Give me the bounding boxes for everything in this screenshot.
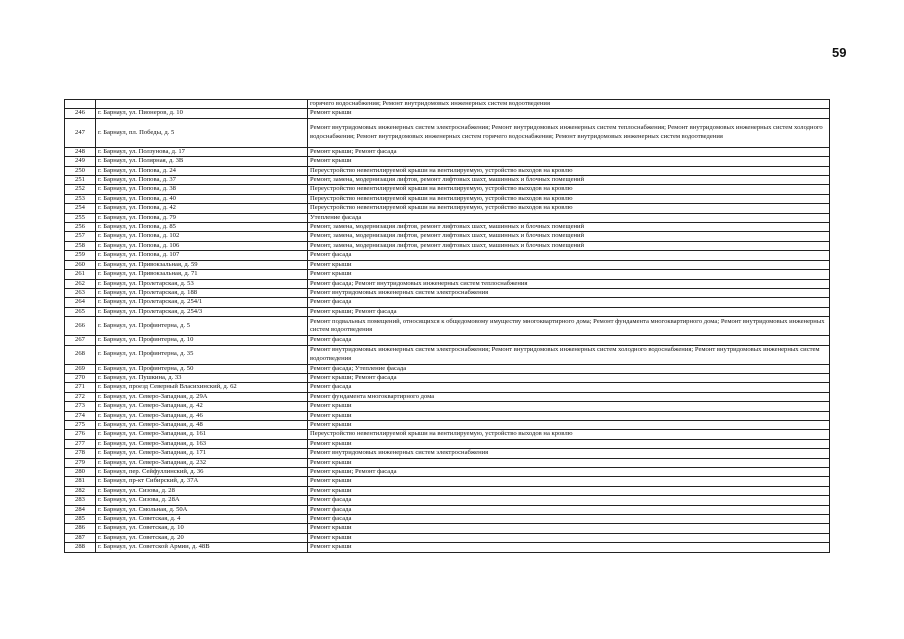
table-row	[65, 279, 830, 288]
row-number-cell: 263	[65, 288, 96, 297]
address-cell: г. Барнаул, ул. Советская, д. 4	[96, 515, 308, 524]
address-cell: г. Барнаул, ул. Северо-Западная, д. 163	[96, 439, 308, 448]
row-number-cell: 247	[65, 118, 96, 147]
row-number-cell: 279	[65, 458, 96, 467]
row-number-cell: 252	[65, 185, 96, 194]
table-row	[65, 307, 830, 316]
address-cell: г. Барнаул, ул. Попова, д. 38	[96, 185, 308, 194]
row-number-cell: 249	[65, 157, 96, 166]
work-type-cell: Ремонт фасада	[308, 515, 830, 524]
address-cell: г. Барнаул, пер. Сейфуллинский, д. 36	[96, 468, 308, 477]
work-type-cell: Ремонт фасада	[308, 496, 830, 505]
work-type-cell: Ремонт крыши; Ремонт фасада	[308, 373, 830, 382]
address-cell: г. Барнаул, ул. Попова, д. 85	[96, 223, 308, 232]
table-row	[65, 223, 830, 232]
row-number-cell: 269	[65, 364, 96, 373]
work-type-cell: Ремонт крыши	[308, 420, 830, 429]
work-type-cell: Ремонт крыши	[308, 477, 830, 486]
row-number-cell: 254	[65, 204, 96, 213]
address-cell: г. Барнаул, ул. Попова, д. 37	[96, 176, 308, 185]
work-type-cell: Ремонт фасада; Утепление фасада	[308, 364, 830, 373]
row-number-cell: 268	[65, 345, 96, 364]
row-number-cell: 285	[65, 515, 96, 524]
address-cell: г. Барнаул, ул. Советской Армии, д. 48В	[96, 543, 308, 552]
address-cell: г. Барнаул, ул. Северо-Западная, д. 42	[96, 402, 308, 411]
table-row	[65, 260, 830, 269]
table-row	[65, 383, 830, 392]
row-number-cell: 280	[65, 468, 96, 477]
table-row	[65, 345, 830, 364]
work-type-cell: Ремонт крыши	[308, 533, 830, 542]
work-type-cell: Утепление фасада	[308, 213, 830, 222]
table-row	[65, 118, 830, 147]
work-type-cell: Ремонт, замена, модернизация лифтов, ремонт лифтовых шахт, машинных и блочных помещений	[308, 176, 830, 185]
address-cell: г. Барнаул, ул. Пролетарская, д. 254/1	[96, 298, 308, 307]
table-row	[65, 336, 830, 345]
table-row	[65, 468, 830, 477]
address-cell: г. Барнаул, ул. Смольная, д. 50А	[96, 505, 308, 514]
address-cell: г. Барнаул, ул. Пушкина, д. 33	[96, 373, 308, 382]
work-type-cell: Ремонт крыши	[308, 524, 830, 533]
address-cell: г. Барнаул, ул. Попова, д. 79	[96, 213, 308, 222]
work-type-cell: Ремонт внутридомовых инженерных систем электроснабжения	[308, 449, 830, 458]
table-row	[65, 364, 830, 373]
table-row	[65, 241, 830, 250]
table-row	[65, 496, 830, 505]
row-number-cell: 261	[65, 270, 96, 279]
table-row	[65, 204, 830, 213]
address-cell: г. Барнаул, ул. Советская, д. 20	[96, 533, 308, 542]
row-number-cell: 270	[65, 373, 96, 382]
table-row	[65, 166, 830, 175]
address-cell: г. Барнаул, ул. Привокзальная, д. 71	[96, 270, 308, 279]
row-number-cell: 274	[65, 411, 96, 420]
work-type-cell: Ремонт фасада	[308, 336, 830, 345]
table-row	[65, 109, 830, 118]
work-type-cell: Ремонт, замена, модернизация лифтов, ремонт лифтовых шахт, машинных и блочных помещений	[308, 223, 830, 232]
work-type-cell: Ремонт крыши	[308, 543, 830, 552]
table-row	[65, 176, 830, 185]
row-number-cell: 287	[65, 533, 96, 542]
work-type-cell: Ремонт внутридомовых инженерных систем электроснабжения	[308, 288, 830, 297]
address-cell: г. Барнаул, ул. Северо-Западная, д. 46	[96, 411, 308, 420]
table-row	[65, 411, 830, 420]
work-type-cell: горячего водоснабжения; Ремонт внутридомовых инженерных систем водоотведения	[308, 100, 830, 109]
table-row	[65, 147, 830, 156]
address-cell: г. Барнаул, ул. Профинтерна, д. 10	[96, 336, 308, 345]
work-type-cell: Переустройство невентилируемой крыши на вентилируемую, устройство выходов на кровлю	[308, 430, 830, 439]
address-cell: г. Барнаул, пр-кт Сибирский, д. 37А	[96, 477, 308, 486]
row-number-cell: 284	[65, 505, 96, 514]
repair-table-body	[65, 100, 830, 553]
work-type-cell: Ремонт крыши	[308, 486, 830, 495]
address-cell: г. Барнаул, ул. Попова, д. 24	[96, 166, 308, 175]
repair-table	[64, 99, 830, 553]
table-row	[65, 505, 830, 514]
row-number-cell: 250	[65, 166, 96, 175]
row-number-cell: 281	[65, 477, 96, 486]
address-cell: г. Барнаул, ул. Северо-Западная, д. 232	[96, 458, 308, 467]
address-cell: г. Барнаул, ул. Попова, д. 106	[96, 241, 308, 250]
row-number-cell: 282	[65, 486, 96, 495]
row-number-cell: 272	[65, 392, 96, 401]
address-cell: г. Барнаул, пл. Победы, д. 5	[96, 118, 308, 147]
address-cell: г. Барнаул, ул. Пролетарская, д. 254/3	[96, 307, 308, 316]
row-number-cell: 276	[65, 430, 96, 439]
address-cell: г. Барнаул, ул. Сизова, д. 28	[96, 486, 308, 495]
table-row	[65, 100, 830, 109]
address-cell: г. Барнаул, ул. Сизова, д. 28А	[96, 496, 308, 505]
address-cell: г. Барнаул, ул. Пионеров, д. 10	[96, 109, 308, 118]
work-type-cell: Ремонт фасада; Ремонт внутридомовых инженерных систем теплоснабжения	[308, 279, 830, 288]
work-type-cell: Ремонт крыши	[308, 458, 830, 467]
row-number-cell: 264	[65, 298, 96, 307]
work-type-cell: Ремонт фасада	[308, 505, 830, 514]
address-cell: г. Барнаул, ул. Пролетарская, д. 53	[96, 279, 308, 288]
address-cell: г. Барнаул, ул. Северо-Западная, д. 29А	[96, 392, 308, 401]
address-cell: г. Барнаул, ул. Профинтерна, д. 50	[96, 364, 308, 373]
table-row	[65, 458, 830, 467]
table-row	[65, 543, 830, 552]
address-cell: г. Барнаул, ул. Советская, д. 10	[96, 524, 308, 533]
work-type-cell: Ремонт, замена, модернизация лифтов, ремонт лифтовых шахт, машинных и блочных помещений	[308, 241, 830, 250]
row-number-cell: 265	[65, 307, 96, 316]
table-row	[65, 251, 830, 260]
row-number-cell: 286	[65, 524, 96, 533]
table-row	[65, 288, 830, 297]
work-type-cell: Ремонт, замена, модернизация лифтов, ремонт лифтовых шахт, машинных и блочных помещений	[308, 232, 830, 241]
table-row	[65, 317, 830, 336]
work-type-cell: Ремонт крыши; Ремонт фасада	[308, 468, 830, 477]
work-type-cell: Ремонт крыши; Ремонт фасада	[308, 147, 830, 156]
address-cell: г. Барнаул, ул. Северо-Западная, д. 48	[96, 420, 308, 429]
work-type-cell: Ремонт крыши	[308, 270, 830, 279]
work-type-cell: Ремонт крыши	[308, 439, 830, 448]
table-row	[65, 533, 830, 542]
row-number-cell: 271	[65, 383, 96, 392]
row-number-cell: 258	[65, 241, 96, 250]
repair-table-container	[64, 99, 829, 553]
work-type-cell: Ремонт внутридомовых инженерных систем электроснабжения; Ремонт внутридомовых инженерных систем теплоснабжения; Ремонт внутридомовых инженерных систем холодного водоснабжения; Ремонт внутридомовых инженерных систем горячего водоснабжения; Ремонт внутридомовых инженерных систем водоотведения	[308, 118, 830, 147]
row-number-cell: 288	[65, 543, 96, 552]
table-row	[65, 232, 830, 241]
work-type-cell: Ремонт крыши; Ремонт фасада	[308, 307, 830, 316]
address-cell: г. Барнаул, ул. Попова, д. 42	[96, 204, 308, 213]
address-cell: г. Барнаул, ул. Попова, д. 107	[96, 251, 308, 260]
row-number-cell: 259	[65, 251, 96, 260]
row-number-cell: 277	[65, 439, 96, 448]
row-number-cell: 253	[65, 194, 96, 203]
table-row	[65, 420, 830, 429]
table-row	[65, 430, 830, 439]
address-cell: г. Барнаул, ул. Ползунова, д. 17	[96, 147, 308, 156]
table-row	[65, 194, 830, 203]
table-row	[65, 157, 830, 166]
row-number-cell: 257	[65, 232, 96, 241]
address-cell: г. Барнаул, ул. Полярная, д. 3В	[96, 157, 308, 166]
page-number: 59	[832, 45, 847, 60]
table-row	[65, 477, 830, 486]
address-cell	[96, 100, 308, 109]
row-number-cell: 260	[65, 260, 96, 269]
table-row	[65, 402, 830, 411]
table-row	[65, 213, 830, 222]
work-type-cell: Переустройство невентилируемой крыши на вентилируемую, устройство выходов на кровлю	[308, 185, 830, 194]
row-number-cell: 256	[65, 223, 96, 232]
work-type-cell: Переустройство невентилируемой крыши на вентилируемую, устройство выходов на кровлю	[308, 166, 830, 175]
work-type-cell: Ремонт подвальных помещений, относящихся к общедомовому имуществу многоквартирного дома; Ремонт фундамента многоквартирного дома; Ремонт внутридомовых инженерных систем водоотведения	[308, 317, 830, 336]
address-cell: г. Барнаул, ул. Профинтерна, д. 5	[96, 317, 308, 336]
row-number-cell: 266	[65, 317, 96, 336]
address-cell: г. Барнаул, ул. Попова, д. 102	[96, 232, 308, 241]
address-cell: г. Барнаул, ул. Северо-Западная, д. 161	[96, 430, 308, 439]
row-number-cell: 283	[65, 496, 96, 505]
work-type-cell: Переустройство невентилируемой крыши на вентилируемую, устройство выходов на кровлю	[308, 194, 830, 203]
row-number-cell: 248	[65, 147, 96, 156]
work-type-cell: Ремонт крыши	[308, 260, 830, 269]
table-row	[65, 392, 830, 401]
work-type-cell: Ремонт фундамента многоквартирного дома	[308, 392, 830, 401]
table-row	[65, 373, 830, 382]
row-number-cell: 255	[65, 213, 96, 222]
table-row	[65, 185, 830, 194]
work-type-cell: Ремонт фасада	[308, 298, 830, 307]
row-number-cell: 267	[65, 336, 96, 345]
table-row	[65, 486, 830, 495]
table-row	[65, 524, 830, 533]
work-type-cell: Ремонт фасада	[308, 383, 830, 392]
address-cell: г. Барнаул, ул. Пролетарская, д. 188	[96, 288, 308, 297]
row-number-cell: 273	[65, 402, 96, 411]
table-row	[65, 449, 830, 458]
work-type-cell: Ремонт внутридомовых инженерных систем электроснабжения; Ремонт внутридомовых инженерных систем холодного водоснабжения; Ремонт внутридомовых инженерных систем водоотведения	[308, 345, 830, 364]
work-type-cell: Ремонт крыши	[308, 109, 830, 118]
address-cell: г. Барнаул, проезд Северный Власихинский, д. 62	[96, 383, 308, 392]
row-number-cell: 262	[65, 279, 96, 288]
table-row	[65, 270, 830, 279]
address-cell: г. Барнаул, ул. Профинтерна, д. 35	[96, 345, 308, 364]
row-number-cell	[65, 100, 96, 109]
row-number-cell: 246	[65, 109, 96, 118]
address-cell: г. Барнаул, ул. Северо-Западная, д. 171	[96, 449, 308, 458]
row-number-cell: 278	[65, 449, 96, 458]
row-number-cell: 251	[65, 176, 96, 185]
address-cell: г. Барнаул, ул. Привокзальная, д. 59	[96, 260, 308, 269]
address-cell: г. Барнаул, ул. Попова, д. 40	[96, 194, 308, 203]
work-type-cell: Ремонт фасада	[308, 251, 830, 260]
table-row	[65, 298, 830, 307]
work-type-cell: Ремонт крыши	[308, 157, 830, 166]
row-number-cell: 275	[65, 420, 96, 429]
table-row	[65, 515, 830, 524]
work-type-cell: Ремонт крыши	[308, 411, 830, 420]
table-row	[65, 439, 830, 448]
work-type-cell: Переустройство невентилируемой крыши на вентилируемую, устройство выходов на кровлю	[308, 204, 830, 213]
work-type-cell: Ремонт крыши	[308, 402, 830, 411]
